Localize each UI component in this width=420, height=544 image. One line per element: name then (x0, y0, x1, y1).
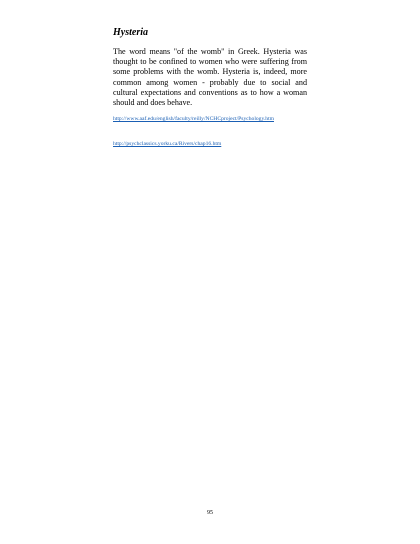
reference-link-psychclassics[interactable]: http://psychclassics.yorku.ca/Rivers/chap16.htm (113, 141, 222, 147)
body-paragraph: The word means "of the womb" in Greek. Hysteria was thought to be confined to women who were suffering from some problems with the womb. Hysteria is, indeed, more common among women - probably due to social and cultural expectations and conventions as to how a woman should and does behave. (113, 47, 307, 108)
page-number: 95 (207, 510, 213, 516)
reference-link-psychology[interactable]: http://www.aaf.edu/english/faculty/reilly/NCHCproject/Psychology.htm (113, 116, 274, 122)
section-heading: Hysteria (113, 27, 148, 38)
